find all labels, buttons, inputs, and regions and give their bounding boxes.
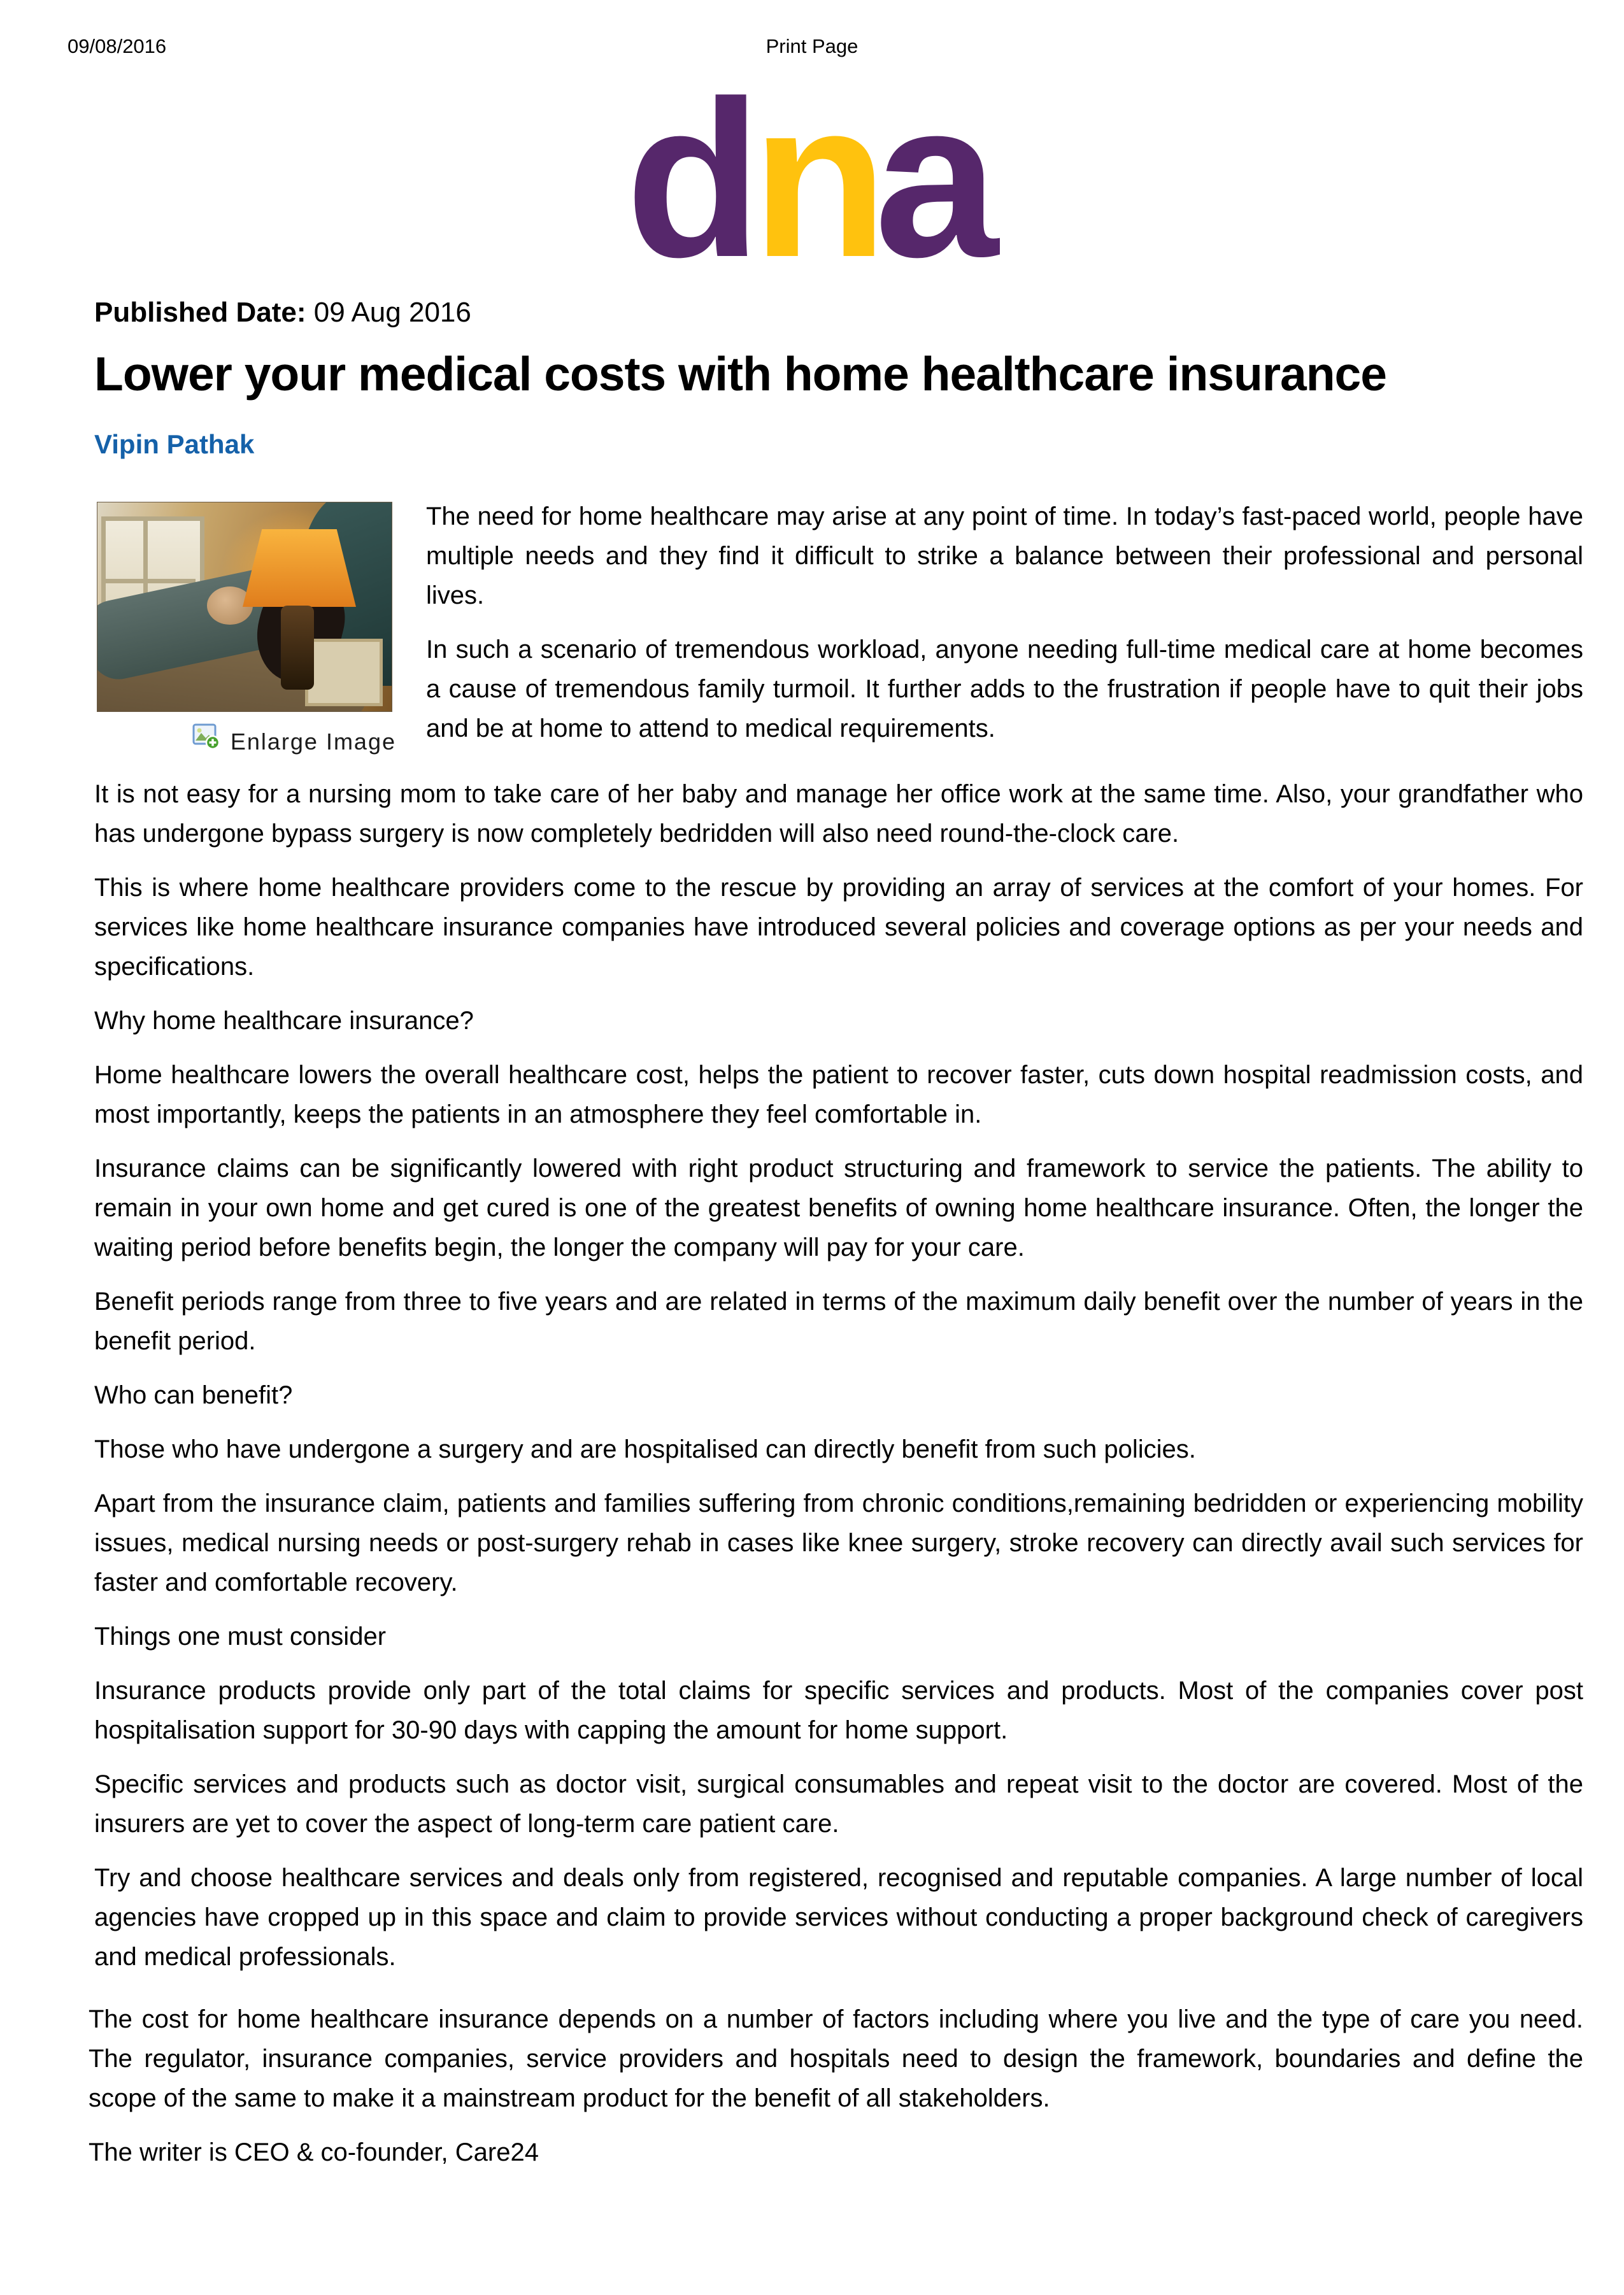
article-paragraph: The need for home healthcare may arise at any point of time. In today’s fast-paced world, people have multiple needs and they find it difficult to strike a balance between their professional and personal lives.	[426, 502, 1583, 610]
dna-logo-letter-n: n	[751, 55, 888, 304]
section-heading: Who can benefit?	[94, 1381, 293, 1410]
enlarge-image-label[interactable]: Enlarge Image	[230, 728, 396, 755]
enlarge-image-icon	[192, 722, 220, 762]
section-heading: Why home healthcare insurance?	[94, 1007, 474, 1035]
article-paragraph: Specific services and products such as doctor visit, surgical consumables and repeat visit to the doctor are covered. Most of the insurers are yet to cover the aspect of long-term care patient care.	[94, 1770, 1583, 1838]
article-author: Vipin Pathak	[94, 429, 255, 460]
print-header-row	[0, 34, 1624, 59]
published-date-value: 09 Aug 2016	[306, 297, 471, 328]
article-byline: The writer is CEO & co-founder, Care24	[89, 2138, 539, 2167]
article-paragraph: Those who have undergone a surgery and are hospitalised can directly benefit from such policies.	[94, 1435, 1196, 1464]
article-photo	[97, 502, 392, 712]
article-paragraph: In such a scenario of tremendous workload, anyone needing full-time medical care at home becomes a cause of tremendous family turmoil. It further adds to the frustration if people have to quit their jobs and be at home to attend to medical requirements.	[426, 636, 1583, 743]
article-paragraph: The cost for home healthcare insurance depends on a number of factors including where you live and the type of care you need. The regulator, insurance companies, service providers and hospitals need to design the framework, boundaries and define the scope of the same to make it a mainstream product for the benefit of all stakeholders.	[89, 2005, 1583, 2113]
nightstand	[305, 639, 383, 706]
article-photo-block	[97, 502, 396, 762]
article-paragraph: Apart from the insurance claim, patients and families suffering from chronic conditions,remaining bedridden or experiencing mobility issues, medical nursing needs or post-surgery rehab in cases like knee surgery, stroke recovery can directly avail such services for faster and comfortable recovery.	[94, 1489, 1583, 1597]
print-date: 09/08/2016	[68, 35, 167, 57]
section-heading: Things one must consider	[94, 1623, 387, 1651]
article-paragraph: Insurance products provide only part of the total claims for specific services and products. Most of the companies cover post hospitalisation support for 30-90 days with capping the amount for home support.	[94, 1677, 1583, 1745]
lamp-icon	[243, 529, 356, 607]
article-paragraph: This is where home healthcare providers come to the rescue by providing an array of services at the comfort of your homes. For services like home healthcare insurance companies have introduced several policies and coverage options as per your needs and specifications.	[94, 874, 1583, 981]
article-footer-block	[89, 2000, 1583, 2172]
window-frame-bar	[101, 579, 196, 583]
article-title: Lower your medical costs with home healthcare insurance	[94, 346, 1386, 401]
article-paragraph: Insurance claims can be significantly lowered with right product structuring and framework to service the patients. The ability to remain in your own home and get cured is one of the greatest benefits of owning home healthcare insurance. Often, the longer the waiting period before benefits begin, the longer the company will pay for your care.	[94, 1155, 1583, 1262]
article-paragraph: Benefit periods range from three to five years and are related in terms of the maximum daily benefit over the number of years in the benefit period.	[94, 1288, 1583, 1356]
dna-logo-letter-a: a	[874, 55, 999, 304]
article-paragraph: It is not easy for a nursing mom to take care of her baby and manage her office work at the same time. Also, your grandfather who has undergone bypass surgery is now completely bedridden will also need round-the-clock care.	[94, 780, 1583, 848]
dna-logo-letter-d: d	[625, 55, 762, 304]
published-date-label: Published Date:	[94, 297, 306, 328]
article-paragraph: Try and choose healthcare services and deals only from registered, recognised and reputable companies. A large number of local agencies have cropped up in this space and claim to provide services without conducting a proper background check of caregivers and medical professionals.	[94, 1864, 1583, 1972]
enlarge-image-link[interactable]	[97, 722, 396, 762]
article-paragraph: Home healthcare lowers the overall healthcare cost, helps the patient to recover faster, cuts down hospital readmission costs, and most importantly, keeps the patients in an atmosphere they feel comfortable in.	[94, 1061, 1583, 1129]
lamp-base	[281, 606, 314, 690]
article-body	[89, 497, 1583, 2172]
print-page-title: Print Page	[766, 35, 858, 57]
